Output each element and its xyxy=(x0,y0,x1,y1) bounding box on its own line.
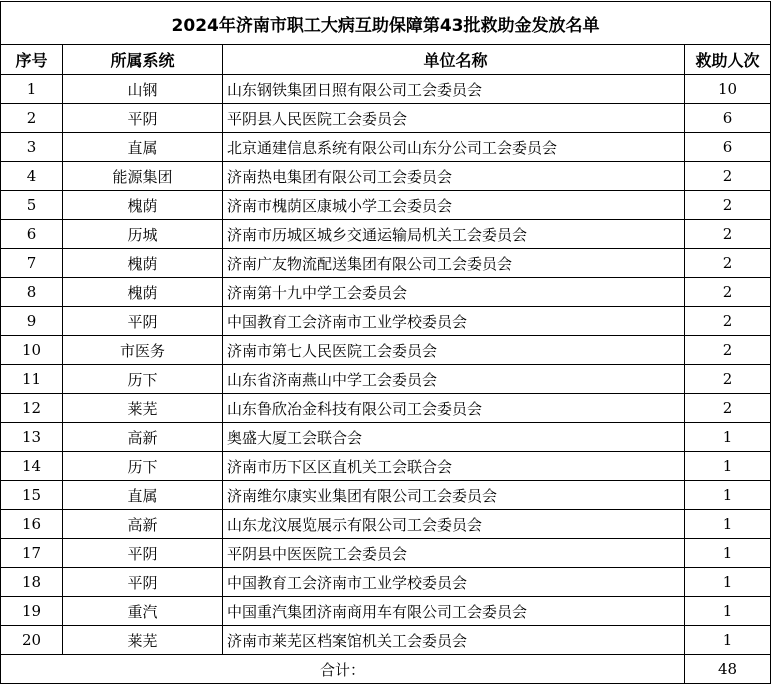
cell-unit[interactable]: 济南市历下区区直机关工会联合会 xyxy=(223,452,685,481)
cell-system[interactable]: 直属 xyxy=(63,133,223,162)
cell-unit[interactable]: 山东龙汶展览展示有限公司工会委员会 xyxy=(223,510,685,539)
cell-system[interactable]: 槐荫 xyxy=(63,278,223,307)
cell-count[interactable]: 2 xyxy=(685,278,771,307)
cell-system[interactable]: 莱芜 xyxy=(63,394,223,423)
cell-count[interactable]: 2 xyxy=(685,162,771,191)
cell-unit[interactable]: 济南第十九中学工会委员会 xyxy=(223,278,685,307)
cell-no[interactable]: 5 xyxy=(1,191,63,220)
cell-system[interactable]: 重汽 xyxy=(63,597,223,626)
table-row xyxy=(1,307,771,336)
cell-system[interactable]: 高新 xyxy=(63,423,223,452)
header-no[interactable]: 序号 xyxy=(1,45,63,75)
table-title[interactable]: 2024年济南市职工大病互助保障第43批救助金发放名单 xyxy=(1,2,771,45)
table-row xyxy=(1,626,771,655)
cell-unit[interactable]: 济南市第七人民医院工会委员会 xyxy=(223,336,685,365)
cell-no[interactable]: 8 xyxy=(1,278,63,307)
cell-unit[interactable]: 山东省济南燕山中学工会委员会 xyxy=(223,365,685,394)
table-row xyxy=(1,481,771,510)
table-row xyxy=(1,249,771,278)
table-row xyxy=(1,336,771,365)
cell-no[interactable]: 10 xyxy=(1,336,63,365)
cell-no[interactable]: 6 xyxy=(1,220,63,249)
cell-system[interactable]: 市医务 xyxy=(63,336,223,365)
cell-count[interactable]: 1 xyxy=(685,452,771,481)
table-row xyxy=(1,220,771,249)
header-count[interactable]: 救助人次 xyxy=(685,45,771,75)
table-row xyxy=(1,568,771,597)
cell-no[interactable]: 7 xyxy=(1,249,63,278)
cell-no[interactable]: 15 xyxy=(1,481,63,510)
cell-count[interactable]: 2 xyxy=(685,307,771,336)
cell-count[interactable]: 2 xyxy=(685,365,771,394)
total-label[interactable]: 合计： xyxy=(1,655,685,684)
header-system[interactable]: 所属系统 xyxy=(63,45,223,75)
cell-unit[interactable]: 济南广友物流配送集团有限公司工会委员会 xyxy=(223,249,685,278)
cell-count[interactable]: 2 xyxy=(685,394,771,423)
cell-system[interactable]: 平阴 xyxy=(63,307,223,336)
cell-count[interactable]: 10 xyxy=(685,75,771,104)
cell-system[interactable]: 平阴 xyxy=(63,104,223,133)
cell-no[interactable]: 16 xyxy=(1,510,63,539)
cell-system[interactable]: 历下 xyxy=(63,452,223,481)
cell-system[interactable]: 历下 xyxy=(63,365,223,394)
cell-unit[interactable]: 山东鲁欣冶金科技有限公司工会委员会 xyxy=(223,394,685,423)
cell-system[interactable]: 莱芜 xyxy=(63,626,223,655)
table-row xyxy=(1,365,771,394)
cell-unit[interactable]: 济南市槐荫区康城小学工会委员会 xyxy=(223,191,685,220)
total-value[interactable]: 48 xyxy=(685,655,771,684)
title-row xyxy=(1,2,771,45)
cell-no[interactable]: 20 xyxy=(1,626,63,655)
table-row xyxy=(1,452,771,481)
header-unit[interactable]: 单位名称 xyxy=(223,45,685,75)
table-row xyxy=(1,510,771,539)
table-row xyxy=(1,394,771,423)
cell-system[interactable]: 历城 xyxy=(63,220,223,249)
total-row xyxy=(1,655,771,684)
cell-no[interactable]: 12 xyxy=(1,394,63,423)
cell-no[interactable]: 3 xyxy=(1,133,63,162)
table-body xyxy=(1,75,771,655)
cell-count[interactable]: 1 xyxy=(685,539,771,568)
cell-unit[interactable]: 济南热电集团有限公司工会委员会 xyxy=(223,162,685,191)
cell-system[interactable]: 槐荫 xyxy=(63,191,223,220)
cell-count[interactable]: 2 xyxy=(685,191,771,220)
cell-system[interactable]: 平阴 xyxy=(63,568,223,597)
table-row xyxy=(1,75,771,104)
cell-count[interactable]: 1 xyxy=(685,597,771,626)
cell-count[interactable]: 6 xyxy=(685,133,771,162)
cell-no[interactable]: 1 xyxy=(1,75,63,104)
cell-count[interactable]: 6 xyxy=(685,104,771,133)
cell-system[interactable]: 山钢 xyxy=(63,75,223,104)
cell-no[interactable]: 19 xyxy=(1,597,63,626)
cell-count[interactable]: 1 xyxy=(685,510,771,539)
cell-system[interactable]: 高新 xyxy=(63,510,223,539)
table-row xyxy=(1,539,771,568)
cell-count[interactable]: 1 xyxy=(685,568,771,597)
cell-no[interactable]: 13 xyxy=(1,423,63,452)
cell-unit[interactable]: 平阴县人民医院工会委员会 xyxy=(223,104,685,133)
cell-unit[interactable]: 济南维尔康实业集团有限公司工会委员会 xyxy=(223,481,685,510)
cell-unit[interactable]: 中国教育工会济南市工业学校委员会 xyxy=(223,568,685,597)
table-row xyxy=(1,278,771,307)
cell-system[interactable]: 能源集团 xyxy=(63,162,223,191)
cell-unit[interactable]: 中国教育工会济南市工业学校委员会 xyxy=(223,307,685,336)
cell-count[interactable]: 2 xyxy=(685,220,771,249)
cell-unit[interactable]: 中国重汽集团济南商用车有限公司工会委员会 xyxy=(223,597,685,626)
cell-no[interactable]: 4 xyxy=(1,162,63,191)
cell-no[interactable]: 14 xyxy=(1,452,63,481)
header-row xyxy=(1,45,771,75)
table-row xyxy=(1,104,771,133)
cell-system[interactable]: 槐荫 xyxy=(63,249,223,278)
cell-count[interactable]: 1 xyxy=(685,626,771,655)
cell-count[interactable]: 2 xyxy=(685,249,771,278)
cell-count[interactable]: 1 xyxy=(685,423,771,452)
cell-unit[interactable]: 山东钢铁集团日照有限公司工会委员会 xyxy=(223,75,685,104)
table-row xyxy=(1,162,771,191)
cell-unit[interactable]: 济南市莱芜区档案馆机关工会委员会 xyxy=(223,626,685,655)
relief-fund-table xyxy=(0,1,771,684)
cell-unit[interactable]: 济南市历城区城乡交通运输局机关工会委员会 xyxy=(223,220,685,249)
cell-no[interactable]: 2 xyxy=(1,104,63,133)
cell-unit[interactable]: 平阴县中医医院工会委员会 xyxy=(223,539,685,568)
cell-count[interactable]: 2 xyxy=(685,336,771,365)
table-row xyxy=(1,597,771,626)
table-row xyxy=(1,423,771,452)
cell-no[interactable]: 11 xyxy=(1,365,63,394)
cell-system[interactable]: 直属 xyxy=(63,481,223,510)
cell-no[interactable]: 17 xyxy=(1,539,63,568)
table-row xyxy=(1,133,771,162)
cell-unit[interactable]: 北京通建信息系统有限公司山东分公司工会委员会 xyxy=(223,133,685,162)
cell-unit[interactable]: 奥盛大厦工会联合会 xyxy=(223,423,685,452)
cell-no[interactable]: 9 xyxy=(1,307,63,336)
cell-system[interactable]: 平阴 xyxy=(63,539,223,568)
cell-no[interactable]: 18 xyxy=(1,568,63,597)
table-row xyxy=(1,191,771,220)
cell-count[interactable]: 1 xyxy=(685,481,771,510)
